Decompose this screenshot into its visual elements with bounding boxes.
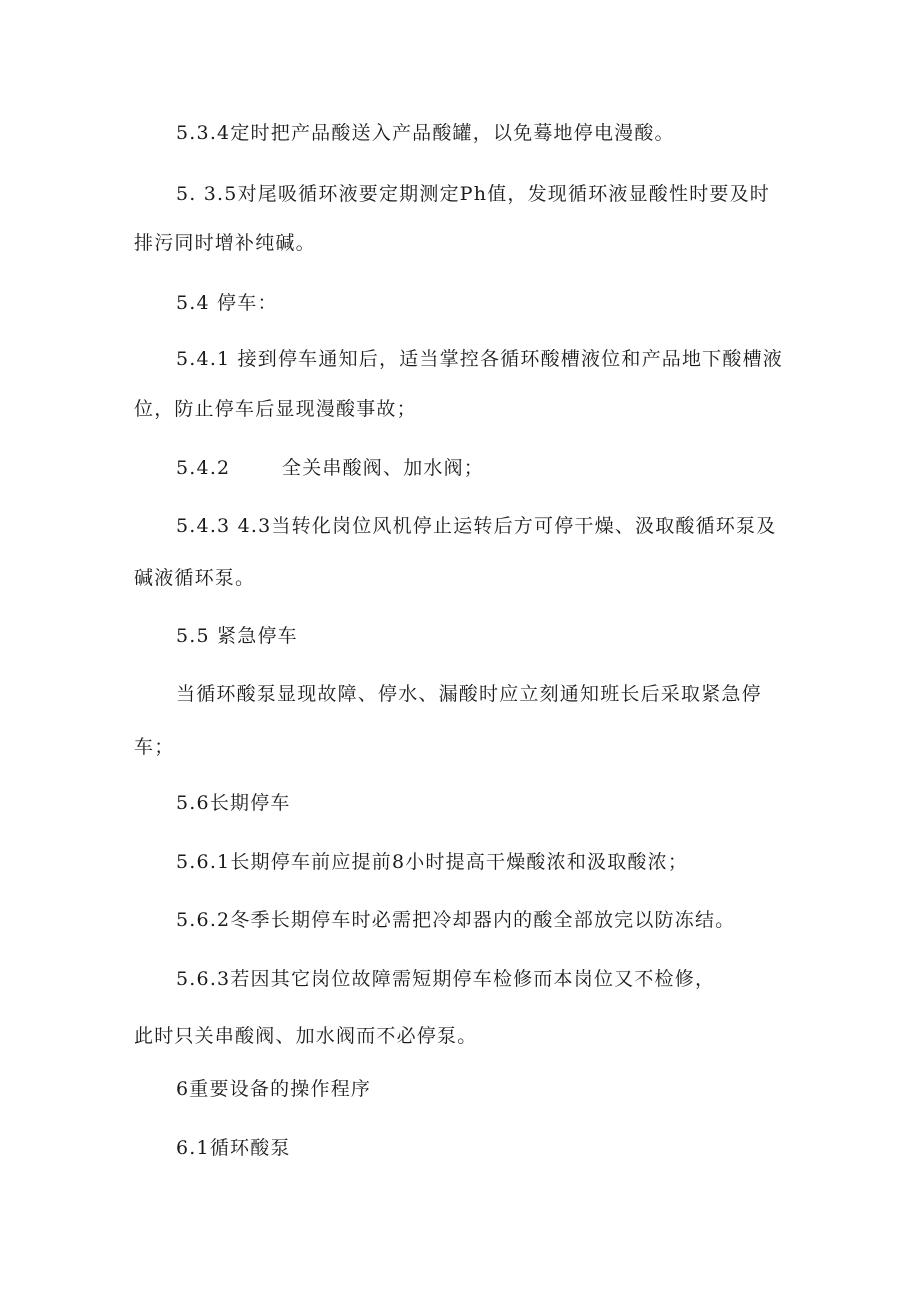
text-line-5-6-2: 5.6.2冬季长期停车时必需把冷却器内的酸全部放完以防冻结。 <box>176 909 736 931</box>
text-line-5-3-5: 5. 3.5对尾吸循环液要定期测定Ph值，发现循环液显酸性时要及时 <box>176 183 771 205</box>
text-line-5-5: 当循环酸泵显现故障、停水、漏酸时应立刻通知班长后采取紧急停 <box>176 683 762 705</box>
text-line-5-3-5-cont: 排污同时增补纯碱。 <box>134 232 316 254</box>
heading-5-5: 5.5 紧急停车 <box>176 625 298 647</box>
text-line-5-4-3-cont: 碱液循环泵。 <box>134 567 256 589</box>
text-line-5-6-1: 5.6.1长期停车前应提前8小时提高干燥酸浓和汲取酸浓； <box>176 851 689 873</box>
text-line-5-6-3-cont: 此时只关串酸阀、加水阀而不必停泵。 <box>134 1025 478 1047</box>
heading-6-1: 6.1循环酸泵 <box>176 1137 291 1159</box>
text-line-5-4-1-cont: 位，防止停车后显现漫酸事故； <box>134 398 417 420</box>
heading-5-4: 5.4 停车： <box>176 292 278 314</box>
text-line-5-4-1: 5.4.1 接到停车通知后，适当掌控各循环酸槽液位和产品地下酸槽液 <box>176 348 783 370</box>
text-line-5-5-cont: 车； <box>134 736 175 758</box>
text-line-5-6-3: 5.6.3若因其它岗位故障需短期停车检修而本岗位又不检修， <box>176 968 716 990</box>
text-line-5-3-4: 5.3.4定时把产品酸送入产品酸罐，以免蓦地停电漫酸。 <box>176 122 675 144</box>
text-line-5-4-3: 5.4.3 4.3当转化岗位风机停止运转后方可停干燥、汲取酸循环泵及 <box>176 515 777 537</box>
text-line-5-4-2: 全关串酸阀、加水阀； <box>282 457 485 479</box>
heading-6: 6重要设备的操作程序 <box>176 1078 372 1100</box>
heading-5-6: 5.6长期停车 <box>176 792 291 814</box>
text-line-5-4-2-number: 5.4.2 <box>176 457 231 479</box>
